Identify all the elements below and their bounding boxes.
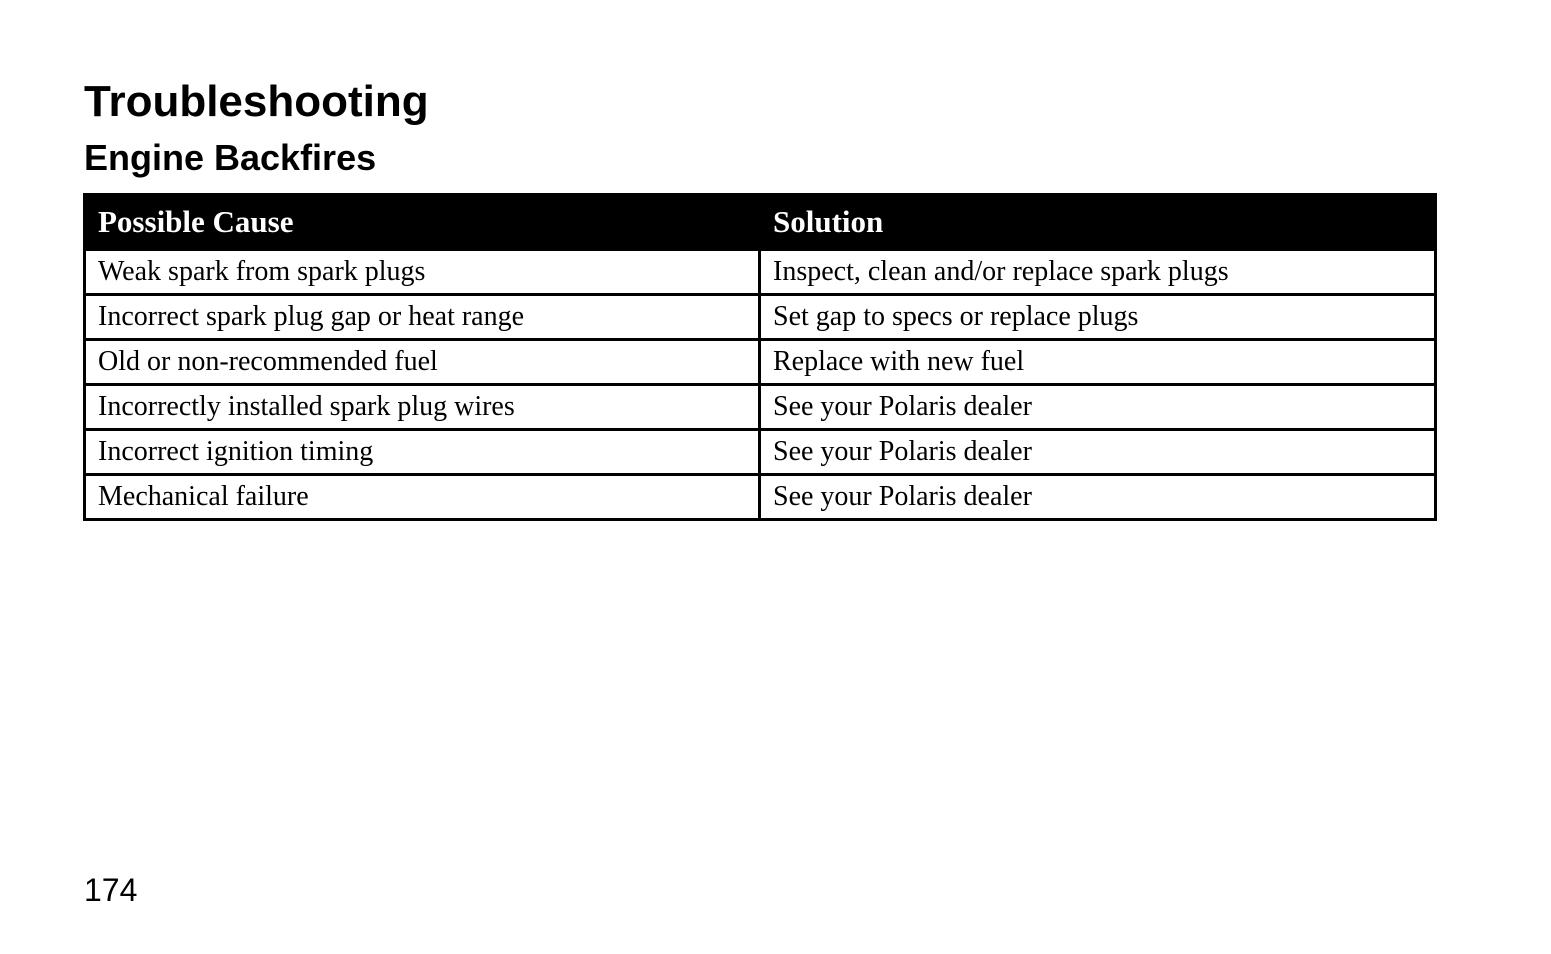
solution-cell: Replace with new fuel [760, 340, 1436, 385]
table-row [85, 295, 1436, 340]
solution-cell: See your Polaris dealer [760, 385, 1436, 430]
page-title: Troubleshooting [84, 77, 429, 126]
solution-cell: See your Polaris dealer [760, 430, 1436, 475]
header-possible-cause: Possible Cause [85, 195, 760, 250]
table-row [85, 340, 1436, 385]
table-row [85, 385, 1436, 430]
cause-cell: Mechanical failure [85, 475, 760, 520]
cause-cell: Incorrectly installed spark plug wires [85, 385, 760, 430]
cause-cell: Incorrect ignition timing [85, 430, 760, 475]
page-number: 174 [84, 872, 138, 908]
solution-cell: See your Polaris dealer [760, 475, 1436, 520]
section-title: Engine Backfires [84, 137, 377, 178]
solution-cell: Set gap to specs or replace plugs [760, 295, 1436, 340]
table-row [85, 475, 1436, 520]
header-solution: Solution [760, 195, 1436, 250]
cause-cell: Weak spark from spark plugs [85, 250, 760, 295]
table-row [85, 250, 1436, 295]
troubleshooting-table [83, 193, 1437, 521]
table-row [85, 430, 1436, 475]
cause-cell: Old or non-recommended fuel [85, 340, 760, 385]
solution-cell: Inspect, clean and/or replace spark plugs [760, 250, 1436, 295]
table-header-row [85, 195, 1436, 250]
cause-cell: Incorrect spark plug gap or heat range [85, 295, 760, 340]
